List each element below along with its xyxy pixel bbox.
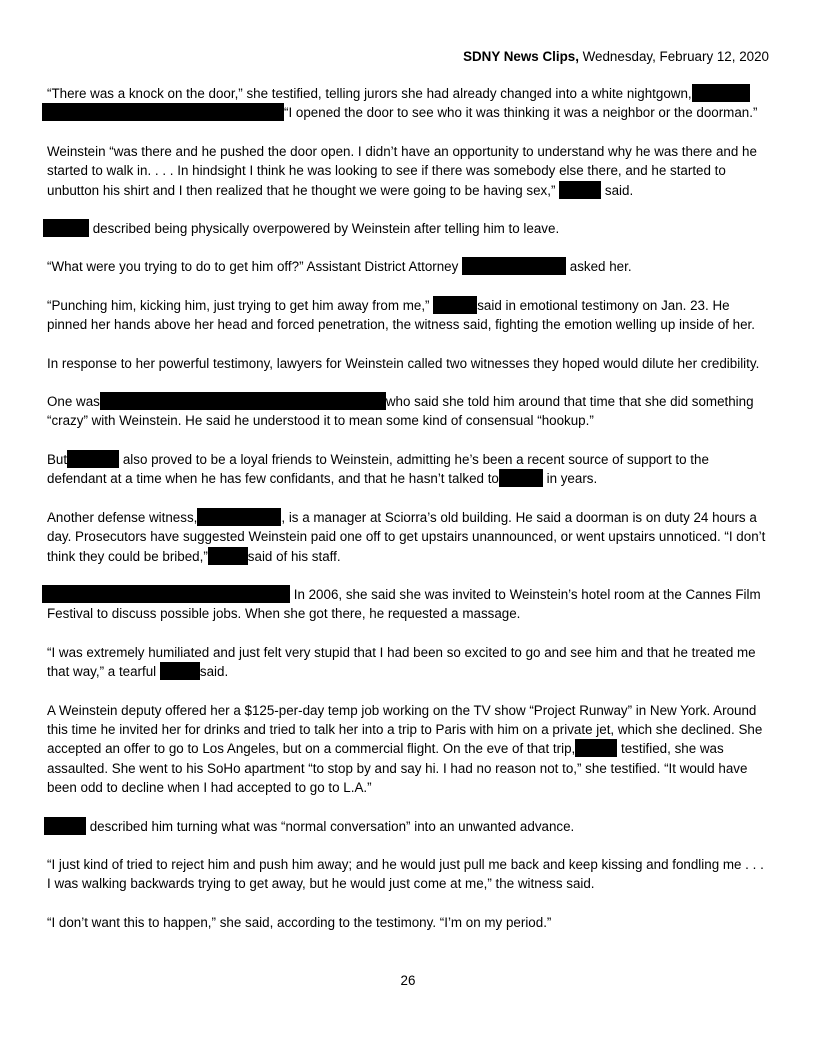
publication-name: SDNY News Clips, bbox=[463, 49, 579, 64]
paragraph bbox=[47, 913, 771, 932]
paragraph-text: described being physically overpowered by Weinstein after telling him to leave. bbox=[89, 221, 560, 237]
redaction-block bbox=[197, 508, 281, 526]
paragraph bbox=[47, 354, 771, 373]
paragraph-text: A Weinstein deputy offered her a $125-per-day temp job working on the TV show “Project Runway” in New York. Around this time he invited her for drinks and tried to talk her into a trip to Paris with him on a private jet, which she declined. She accepted an offer to go to Los Angeles, but on a commercial flight. On the eve of that trip, bbox=[47, 702, 763, 757]
paragraph-text: , is a manager at Sciorra’s old building. He said a doorman is on duty 24 hours a day. Prosecutors have suggested Weinstein paid one off to get upstairs unannounced, or went upstairs unnoticed. “I don’t think they could be bribed,” bbox=[47, 509, 766, 564]
header-date: Wednesday, February 12, 2020 bbox=[578, 49, 769, 64]
paragraph bbox=[47, 701, 771, 798]
paragraph bbox=[47, 219, 771, 238]
article-body bbox=[47, 84, 771, 951]
paragraph-text: “I was extremely humiliated and just felt very stupid that I had been so excited to go and see him and that he treated me that way,” a tearful bbox=[47, 644, 756, 680]
paragraph bbox=[47, 296, 771, 335]
paragraph-text: In response to her powerful testimony, lawyers for Weinstein called two witnesses they hoped would dilute her credibility. bbox=[47, 355, 760, 371]
paragraph bbox=[47, 508, 771, 566]
paragraph-text: also proved to be a loyal friends to Weinstein, admitting he’s been a recent source of support to the defendant at a time when he has few confidants, and that he hasn’t talked to bbox=[47, 451, 709, 487]
paragraph-text: Another defense witness, bbox=[47, 509, 198, 525]
paragraph-text: in years. bbox=[542, 471, 598, 487]
paragraph bbox=[47, 142, 771, 200]
paragraph-text: “There was a knock on the door,” she testified, telling jurors she had already changed into a white nightgown, bbox=[47, 86, 692, 101]
redaction-block bbox=[100, 392, 386, 410]
paragraph-text: who said she told him around that time that she did something “crazy” with Weinstein. He said he understood it to mean some kind of consensual “hookup.” bbox=[47, 394, 754, 429]
redaction-block bbox=[208, 547, 248, 565]
paragraph bbox=[47, 585, 771, 624]
redaction-block bbox=[692, 84, 750, 102]
paragraph bbox=[47, 817, 771, 836]
paragraph-text: “I don’t want this to happen,” she said, according to the testimony. “I’m on my period.” bbox=[47, 914, 552, 930]
page-number: 26 bbox=[400, 973, 416, 988]
paragraph-text: “I opened the door to see who it was thinking it was a neighbor or the doorman.” bbox=[284, 105, 758, 121]
paragraph bbox=[47, 450, 771, 489]
paragraph-text: “Punching him, kicking him, just trying to get him away from me,” bbox=[47, 297, 434, 313]
paragraph-text: In 2006, she said she was invited to Weinstein’s hotel room at the Cannes Film Festival to discuss possible jobs. When she got there, he requested a massage. bbox=[47, 586, 761, 622]
redaction-block bbox=[43, 219, 89, 237]
paragraph bbox=[47, 84, 771, 123]
redaction-block bbox=[42, 103, 284, 121]
redaction-block bbox=[160, 662, 200, 680]
paragraph-text: asked her. bbox=[566, 259, 632, 275]
paragraph bbox=[47, 257, 771, 276]
paragraph-text: said in emotional testimony on Jan. 23. He pinned her hands above her head and forced penetration, the witness said, fighting the emotion welling up inside of her. bbox=[47, 297, 755, 333]
paragraph-text: “What were you trying to do to get him off?” Assistant District Attorney bbox=[47, 259, 463, 275]
paragraph-text: One was bbox=[47, 394, 100, 410]
paragraph-text: said. bbox=[601, 182, 634, 198]
redaction-block bbox=[462, 257, 566, 275]
paragraph-text: testified, she was assaulted. She went to his SoHo apartment “to stop by and say hi. I had no reason not to,” she testified. “It would have been odd to decline when I had accepted to go to L.A.” bbox=[47, 741, 748, 796]
redaction-block bbox=[44, 817, 86, 835]
paragraph bbox=[47, 855, 771, 894]
redaction-block bbox=[559, 181, 601, 199]
redaction-block bbox=[42, 585, 290, 603]
redaction-block bbox=[575, 739, 617, 757]
paragraph-text: “I just kind of tried to reject him and push him away; and he would just pull me back and keep kissing and fondling me . . . I was walking backwards trying to get away, but he would just come at me,” the witness said. bbox=[47, 856, 764, 892]
paragraph-text: described him turning what was “normal conversation” into an unwanted advance. bbox=[86, 818, 575, 834]
paragraph bbox=[47, 643, 771, 682]
redaction-block bbox=[433, 296, 477, 314]
paragraph-text: said of his staff. bbox=[247, 548, 341, 564]
paragraph-text: Weinstein “was there and he pushed the door open. I didn’t have an opportunity to understand why he was there and he started to walk in. . . . In hindsight I think he was looking to see if there was somebody else there, and he started to unbutton his shirt and I then realized that he thought we were going to be having sex,” bbox=[47, 143, 757, 198]
paragraph-text: But bbox=[47, 451, 68, 467]
paragraph-text: said. bbox=[199, 664, 229, 680]
paragraph bbox=[47, 392, 771, 431]
redaction-block bbox=[499, 469, 543, 487]
redaction-block bbox=[67, 450, 119, 468]
page-header bbox=[463, 49, 769, 64]
